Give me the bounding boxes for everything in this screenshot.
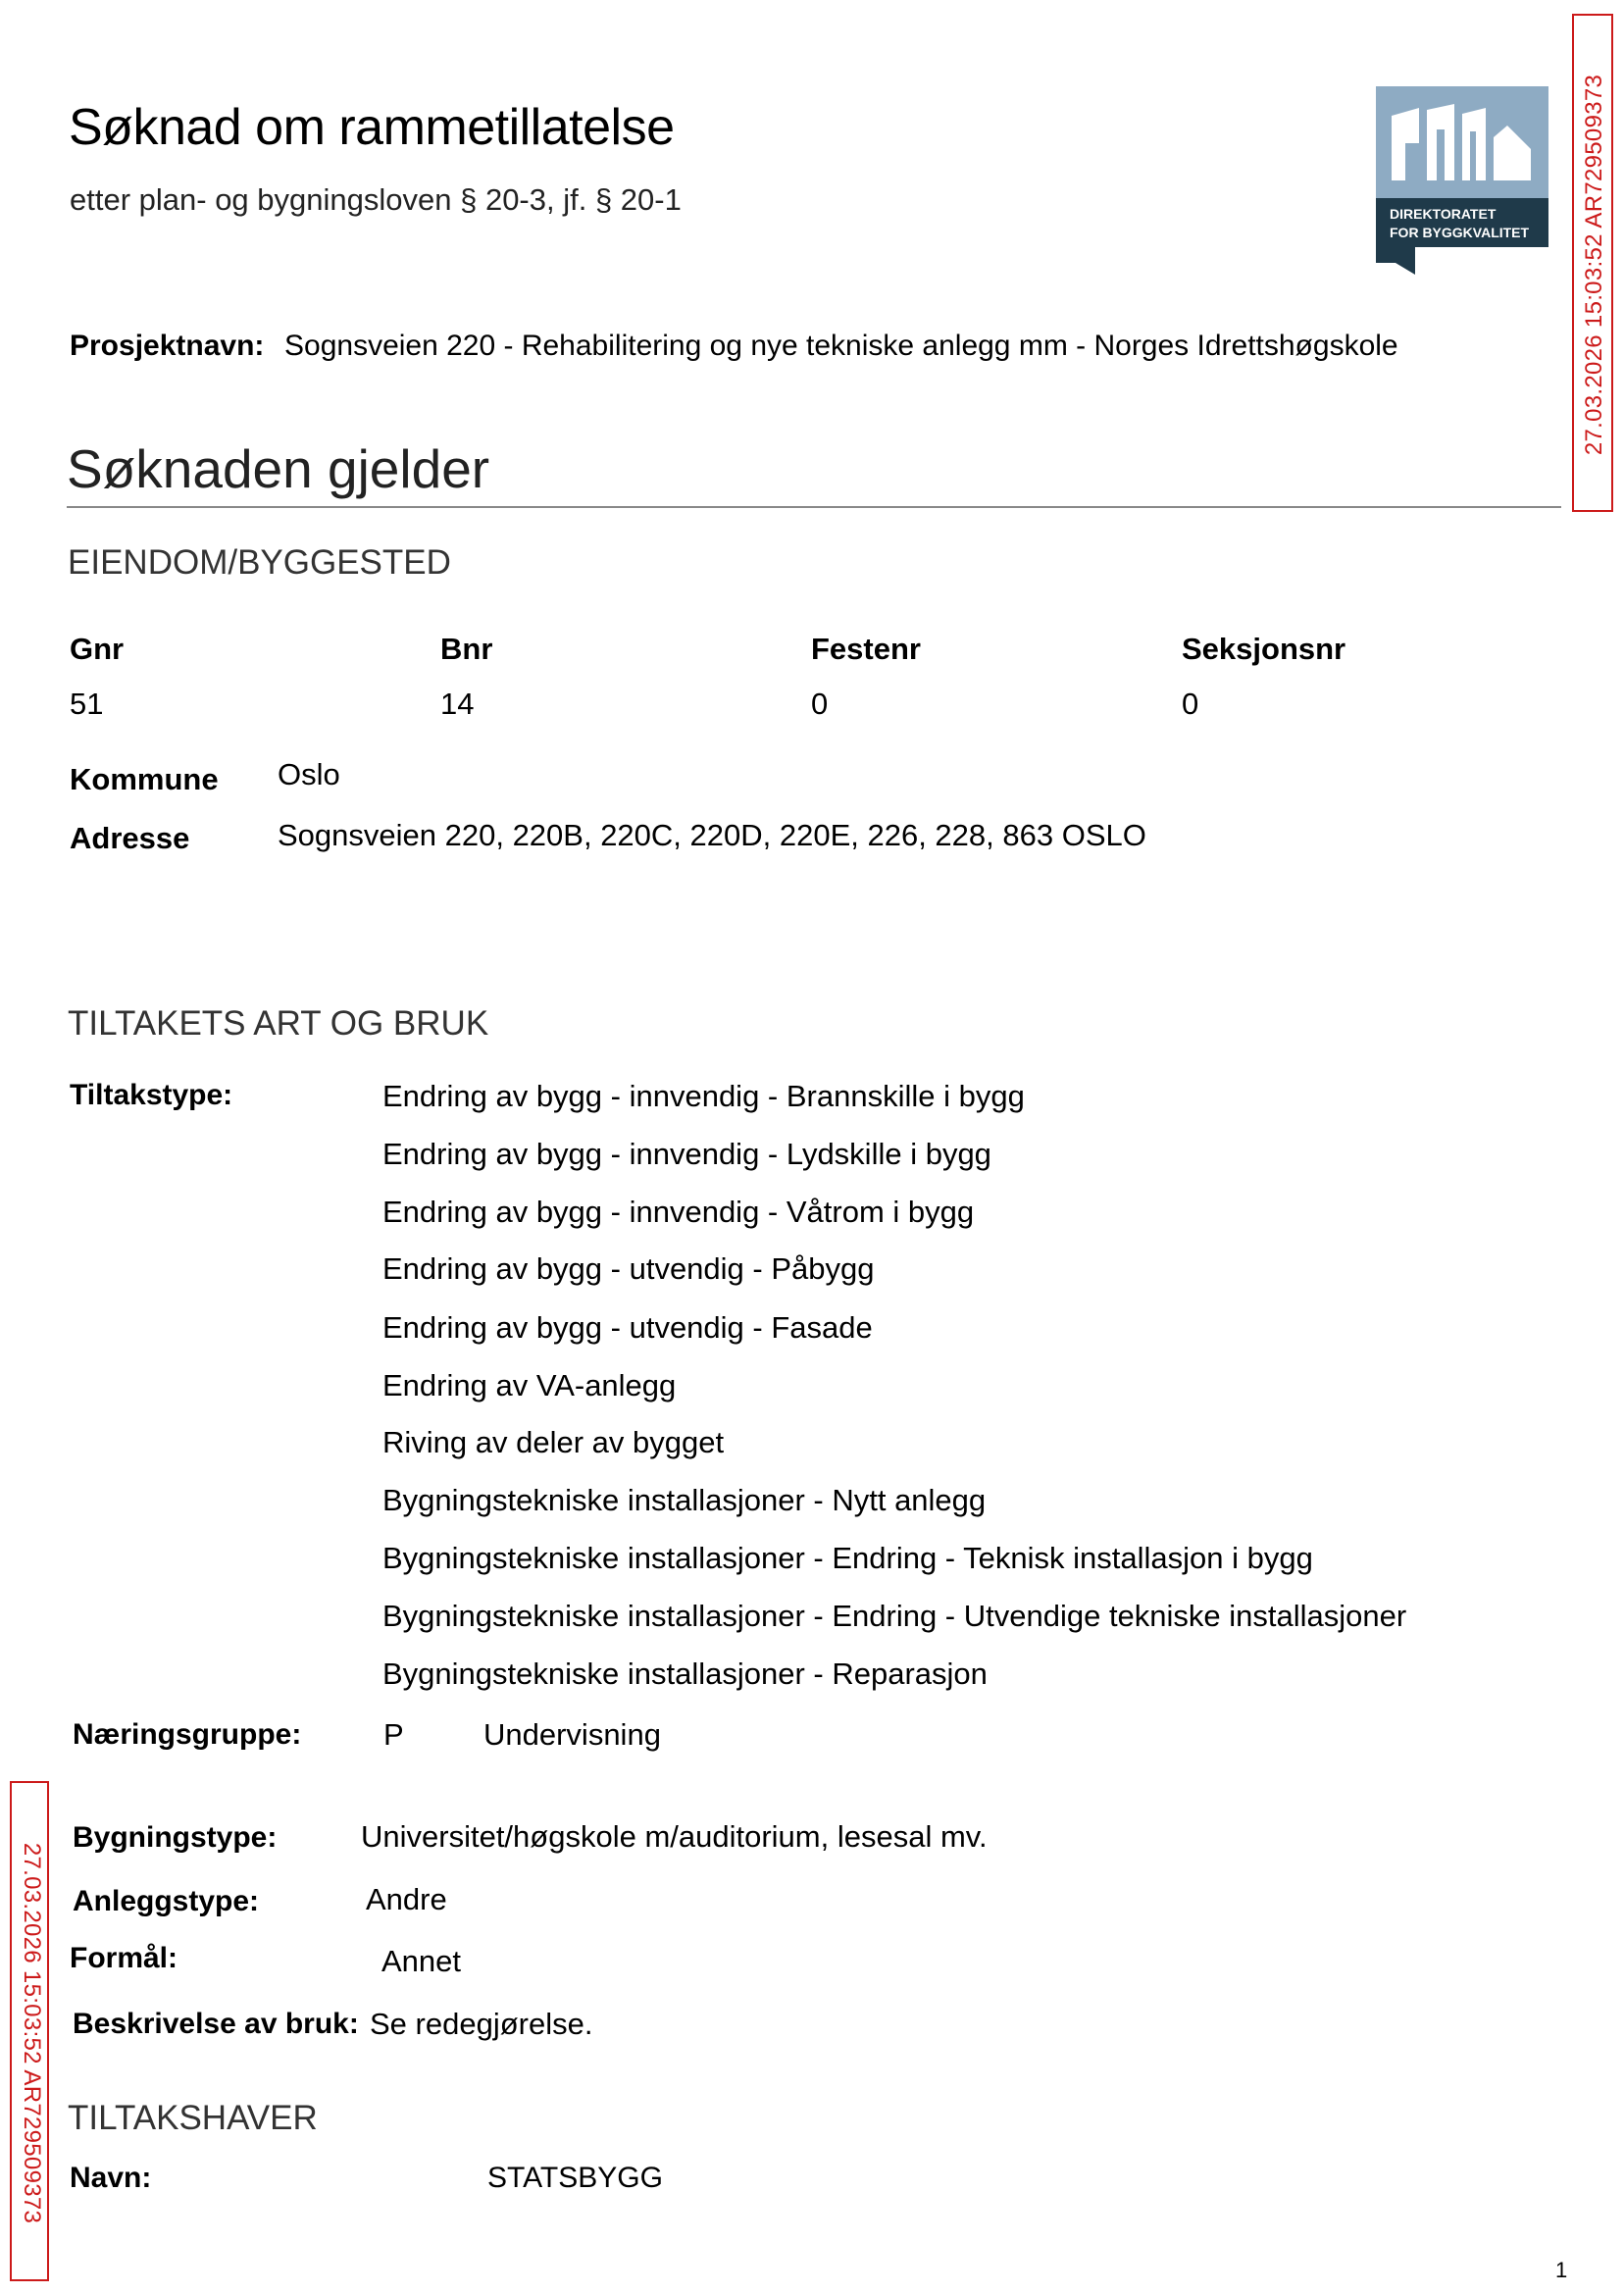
- section-title: Søknaden gjelder: [67, 438, 490, 499]
- stamp-top-right: [1572, 14, 1613, 512]
- tiltakstype-item: Endring av bygg - innvendig - Lydskille i bygg: [382, 1137, 991, 1171]
- document-subtitle: etter plan- og bygningsloven § 20-3, jf. § 20-1: [70, 182, 682, 217]
- logo-text-line-2: FOR BYGGKVALITET: [1390, 225, 1530, 240]
- adresse-label: Adresse: [70, 821, 190, 855]
- tiltakstype-item: Bygningstekniske installasjoner - Nytt anlegg: [382, 1483, 987, 1517]
- tiltakstype-item: Riving av deler av bygget: [382, 1425, 725, 1459]
- anleggstype-label: Anleggstype:: [73, 1885, 260, 1917]
- tiltakstype-item: Bygningstekniske installasjoner - Reparasjon: [382, 1657, 988, 1691]
- tiltakstype-item: Endring av bygg - utvendig - Påbygg: [382, 1251, 875, 1286]
- naeringsgruppe-value: Undervisning: [483, 1717, 661, 1752]
- kommune-label: Kommune: [70, 762, 219, 796]
- bygningstype-label: Bygningstype:: [73, 1821, 278, 1854]
- tiltak-heading: TILTAKETS ART OG BRUK: [68, 1004, 489, 1043]
- tiltakstype-item: Bygningstekniske installasjoner - Endring - Utvendige tekniske installasjoner: [382, 1599, 1407, 1633]
- navn-label: Navn:: [70, 2162, 152, 2194]
- seksjonsnr-label: Seksjonsnr: [1182, 632, 1346, 666]
- formal-label: Formål:: [70, 1942, 178, 1974]
- beskrivelse-label: Beskrivelse av bruk:: [73, 2008, 359, 2040]
- navn-value: STATSBYGG: [487, 2162, 663, 2194]
- anleggstype-value: Andre: [366, 1882, 447, 1916]
- formal-value: Annet: [381, 1944, 462, 1978]
- stamp-bottom-left: [10, 1781, 49, 2281]
- tiltakstype-item: Endring av bygg - innvendig - Brannskille i bygg: [382, 1079, 1025, 1113]
- project-name: Sognsveien 220 - Rehabilitering og nye tekniske anlegg mm - Norges Idrettshøgskole: [284, 330, 1398, 362]
- naeringsgruppe-label: Næringsgruppe:: [73, 1718, 302, 1751]
- stamp-text: 27.03.2026 15:03:52 AR729509373: [19, 1842, 45, 2224]
- section-divider: [67, 506, 1561, 508]
- festenr-label: Festenr: [811, 632, 921, 666]
- naeringsgruppe-code: P: [383, 1717, 404, 1752]
- page-number: 1: [1555, 2258, 1568, 2282]
- property-heading: EIENDOM/BYGGESTED: [68, 543, 451, 582]
- tiltakstype-item: Endring av bygg - utvendig - Fasade: [382, 1310, 873, 1345]
- logo-text-line-1: DIREKTORATET: [1390, 206, 1497, 222]
- tiltakstype-item: Endring av VA-anlegg: [382, 1368, 677, 1402]
- beskrivelse-value: Se redegjørelse.: [370, 2007, 593, 2041]
- adresse-value: Sognsveien 220, 220B, 220C, 220D, 220E, 226, 228, 863 OSLO: [278, 818, 1146, 852]
- bnr-label: Bnr: [440, 632, 493, 666]
- seksjonsnr-value: 0: [1182, 687, 1199, 721]
- gnr-value: 51: [70, 687, 104, 721]
- dibk-logo: [1376, 86, 1548, 277]
- festenr-value: 0: [811, 687, 829, 721]
- gnr-label: Gnr: [70, 632, 125, 666]
- bygningstype-value: Universitet/høgskole m/auditorium, lesesal mv.: [361, 1819, 988, 1854]
- bnr-value: 14: [440, 687, 475, 721]
- tiltakshaver-heading: TILTAKSHAVER: [68, 2099, 318, 2137]
- tiltakstype-label: Tiltakstype:: [70, 1079, 233, 1111]
- tiltakstype-item: Endring av bygg - innvendig - Våtrom i bygg: [382, 1195, 975, 1229]
- project-label: Prosjektnavn:: [70, 330, 265, 362]
- kommune-value: Oslo: [278, 757, 340, 791]
- tiltakstype-item: Bygningstekniske installasjoner - Endring - Teknisk installasjon i bygg: [382, 1541, 1313, 1575]
- document-title: Søknad om rammetillatelse: [69, 99, 675, 156]
- stamp-text: 27.03.2026 15:03:52 AR729509373: [1581, 74, 1607, 456]
